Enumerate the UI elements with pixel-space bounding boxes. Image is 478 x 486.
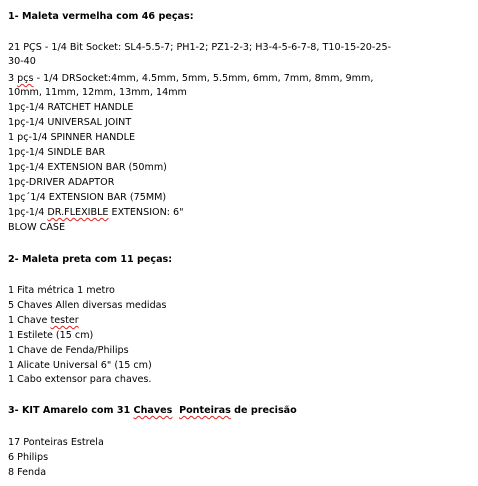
list-item: 1 Alicate Universal 6" (15 cm) xyxy=(8,360,152,371)
list-item: 1pç-1/4 SINDLE BAR xyxy=(8,147,106,158)
list-item: 1pç-1/4 UNIVERSAL JOINT xyxy=(8,117,132,128)
section2-title: 2- Maleta preta com 11 peças: xyxy=(8,254,173,265)
bit-socket-line-cont: 30-40 xyxy=(8,56,36,67)
spellcheck-word: DR.FLEXIBLE xyxy=(47,207,109,218)
list-item: 1 pç-1/4 SPINNER HANDLE xyxy=(8,132,136,143)
list-item: 1pç-1/4 RATCHET HANDLE xyxy=(8,102,134,113)
spellcheck-word: Chaves xyxy=(133,405,173,416)
list-item: 17 Ponteiras Estrela xyxy=(8,437,104,448)
list-item: 8 Fenda xyxy=(8,467,47,478)
list-item: 1pç-DRIVER ADAPTOR xyxy=(8,177,115,188)
dr-socket-line: 3 pçs - 1/4 DRSocket:4mm, 4.5mm, 5mm, 5.5mm, 6mm, 7mm, 8mm, 9mm, xyxy=(8,73,374,84)
section1-title: 1- Maleta vermelha com 46 peças: xyxy=(8,11,194,22)
flexible-extension-line: 1pç-1/4 DR.FLEXIBLE EXTENSION: 6" xyxy=(8,207,184,218)
list-item: 1 Estilete (15 cm) xyxy=(8,330,94,341)
list-item: 1 Cabo extensor para chaves. xyxy=(8,374,152,385)
list-item: 6 Philips xyxy=(8,452,49,463)
dr-socket-line-cont: 10mm, 11mm, 12mm, 13mm, 14mm xyxy=(8,87,187,98)
list-item: 1pç´1/4 EXTENSION BAR (75MM) xyxy=(8,192,167,203)
spellcheck-word: tester xyxy=(50,315,79,326)
spellcheck-word: Ponteiras xyxy=(179,405,231,416)
bit-socket-line: 21 PÇS - 1/4 Bit Socket: SL4-5.5-7; PH1-2; PZ1-2-3; H3-4-5-6-7-8, T10-15-20-25- xyxy=(8,42,392,53)
section3-title: 3- KIT Amarelo com 31 Chaves Ponteiras de precisão xyxy=(8,405,297,416)
list-item: 1 Chave de Fenda/Philips xyxy=(8,345,129,356)
list-item: 5 Chaves Allen diversas medidas xyxy=(8,300,167,311)
tester-line: 1 Chave tester xyxy=(8,315,79,326)
list-item: 1pç-1/4 EXTENSION BAR (50mm) xyxy=(8,162,167,173)
spellcheck-word: pçs xyxy=(17,73,34,84)
list-item: 1 Fita métrica 1 metro xyxy=(8,285,115,296)
list-item: BLOW CASE xyxy=(8,222,66,233)
